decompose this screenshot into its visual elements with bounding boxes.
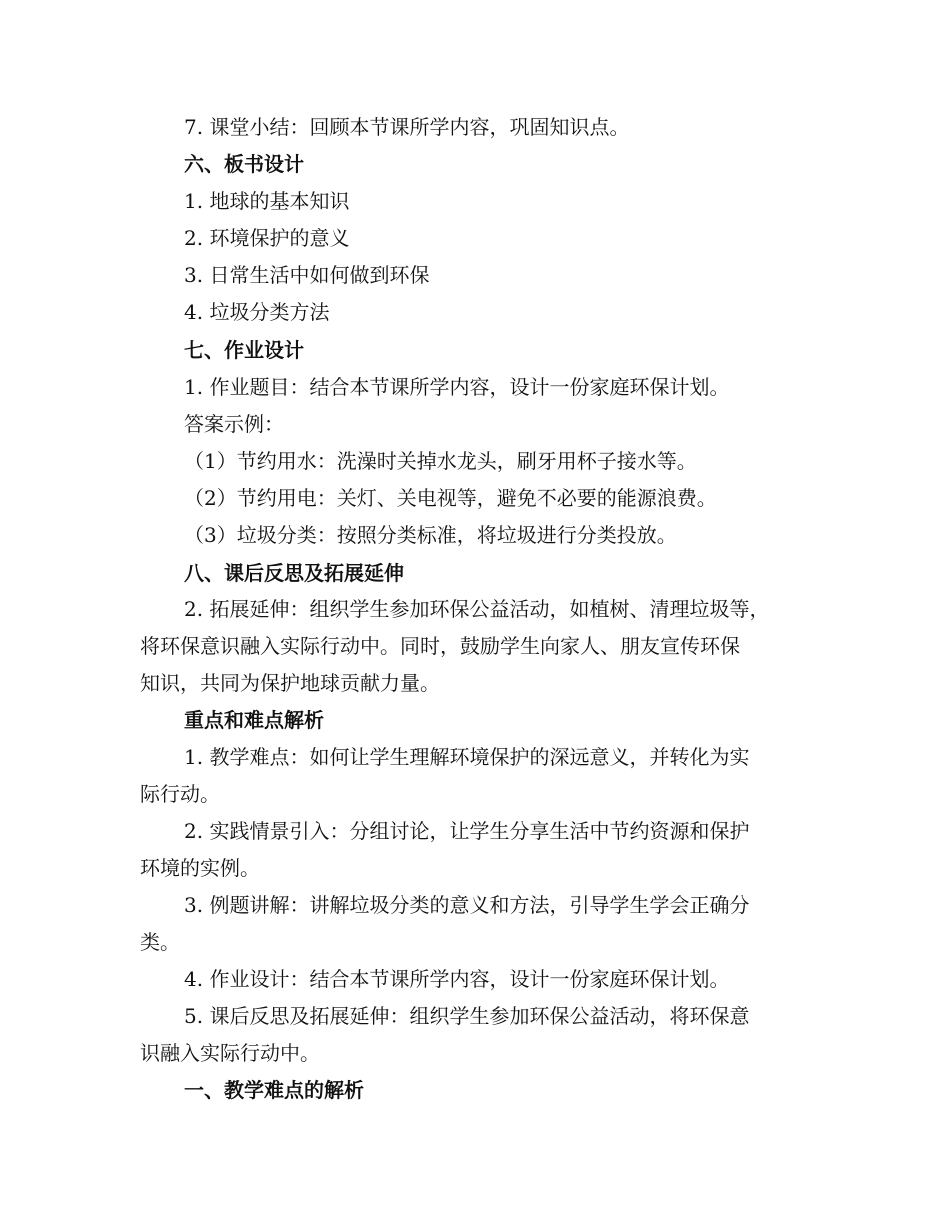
text-line: 5. 课后反思及拓展延伸：组织学生参加环保公益活动，将环保意: [184, 1004, 750, 1028]
section-heading: 七、作业设计: [184, 338, 304, 362]
text-line: 将环保意识融入实际行动中。同时，鼓励学生向家人、朋友宣传环保: [140, 634, 740, 658]
text-line: 1. 作业题目：结合本节课所学内容，设计一份家庭环保计划。: [184, 375, 730, 399]
text-line: 知识，共同为保护地球贡献力量。: [140, 671, 440, 695]
text-line: （3）垃圾分类：按照分类标准，将垃圾进行分类投放。: [184, 523, 677, 547]
text-line: 答案示例：: [184, 412, 284, 436]
section-heading: 六、板书设计: [184, 152, 304, 176]
section-heading: 重点和难点解析: [184, 708, 324, 732]
text-line: 4. 作业设计：结合本节课所学内容，设计一份家庭环保计划。: [184, 967, 730, 991]
text-line: 际行动。: [140, 782, 220, 806]
text-line: 3. 日常生活中如何做到环保: [184, 263, 430, 287]
text-line: 2. 环境保护的意义: [184, 226, 350, 250]
section-heading: 一、教学难点的解析: [184, 1078, 364, 1102]
text-line: 1. 地球的基本知识: [184, 189, 350, 213]
text-line: 类。: [140, 930, 180, 954]
text-line: （2）节约用电：关灯、关电视等，避免不必要的能源浪费。: [184, 486, 717, 510]
text-line: 2. 拓展延伸：组织学生参加环保公益活动，如植树、清理垃圾等，: [184, 597, 770, 621]
text-line: （1）节约用水：洗澡时关掉水龙头，刷牙用杯子接水等。: [184, 449, 697, 473]
text-line: 3. 例题讲解：讲解垃圾分类的意义和方法，引导学生学会正确分: [184, 893, 750, 917]
text-line: 识融入实际行动中。: [140, 1041, 320, 1065]
text-line: 2. 实践情景引入：分组讨论，让学生分享生活中节约资源和保护: [184, 819, 750, 843]
text-line: 4. 垃圾分类方法: [184, 300, 330, 324]
section-heading: 八、课后反思及拓展延伸: [184, 561, 404, 585]
text-line: 1. 教学难点：如何让学生理解环境保护的深远意义，并转化为实: [184, 745, 750, 769]
text-line: 环境的实例。: [140, 856, 260, 880]
text-line: 7. 课堂小结：回顾本节课所学内容，巩固知识点。: [184, 115, 630, 139]
